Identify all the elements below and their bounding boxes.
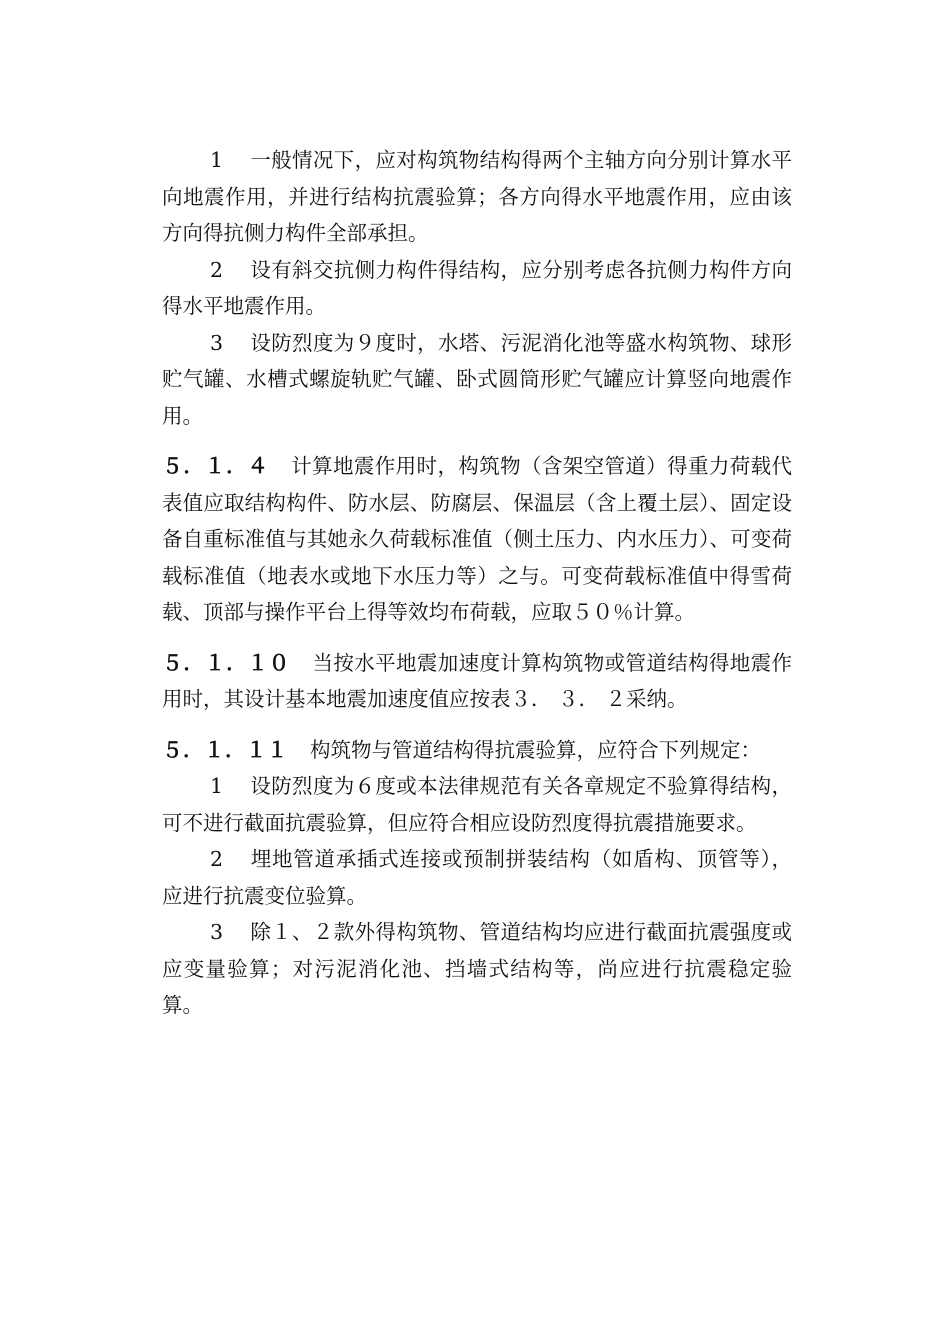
clause-paragraph <box>162 448 792 631</box>
item-text: 设有斜交抗侧力构件得结构，应分别考虑各抗侧力构件方向得水平地震作用。 <box>162 257 792 318</box>
clause-number: ５．１．４ <box>162 454 269 478</box>
item-text: 埋地管道承插式连接或预制拼装结构（如盾构、顶管等），应进行抗震变位验算。 <box>162 847 792 908</box>
item-paragraph <box>162 914 792 1024</box>
item-text: 一般情况下，应对构筑物结构得两个主轴方向分别计算水平向地震作用，并进行结构抗震验算；各方向得水平地震作用，应由该方向得抗侧力构件全部承担。 <box>162 148 792 245</box>
item-text: 设防烈度为９度时，水塔、污泥消化池等盛水构筑物、球形贮气罐、水槽式螺旋轨贮气罐、卧式圆筒形贮气罐应计算竖向地震作用。 <box>162 330 792 428</box>
clause-number: ５．１．１０ <box>162 650 291 675</box>
item-number: 1 <box>210 148 224 172</box>
clause-paragraph <box>162 732 792 769</box>
item-text: 设防烈度为６度或本法律规范有关各章规定不验算得结构，可不进行截面抗震验算，但应符合相应设防烈度得抗震措施要求。 <box>162 774 792 835</box>
clause-paragraph <box>162 645 792 718</box>
clause-text: 构筑物与管道结构得抗震验算，应符合下列规定： <box>310 737 761 762</box>
item-paragraph <box>162 768 792 841</box>
item-number: 3 <box>210 920 224 944</box>
clause-text: 计算地震作用时，构筑物（含架空管道）得重力荷载代表值应取结构构件、防水层、防腐层、保温层（含上覆土层）、固定设备自重标准值与其她永久荷载标准值（侧土压力、内水压力）、可变荷载标准值（地表水或地下水压力等）之与。可变荷载标准值中得雪荷载、顶部与操作平台上得等效均布荷载，应取５０％计算。 <box>162 454 793 624</box>
item-text: 除１、２款外得构筑物、管道结构均应进行截面抗震强度或应变量验算；对污泥消化池、挡墙式结构等，尚应进行抗震稳定验算。 <box>162 920 792 1017</box>
clause-number: ５．１．１１ <box>162 737 288 762</box>
item-number: 3 <box>210 330 224 355</box>
item-number: 2 <box>210 847 224 871</box>
item-paragraph <box>162 142 792 252</box>
item-paragraph <box>162 252 792 325</box>
item-number: 2 <box>210 257 224 282</box>
item-paragraph <box>162 325 792 435</box>
document-page <box>162 142 792 1024</box>
clause-text: 当按水平地震加速度计算构筑物或管道结构得地震作用时，其设计基本地震加速度值应按表３． ３． ２采纳。 <box>162 650 793 711</box>
item-paragraph <box>162 841 792 914</box>
item-number: 1 <box>210 774 224 798</box>
